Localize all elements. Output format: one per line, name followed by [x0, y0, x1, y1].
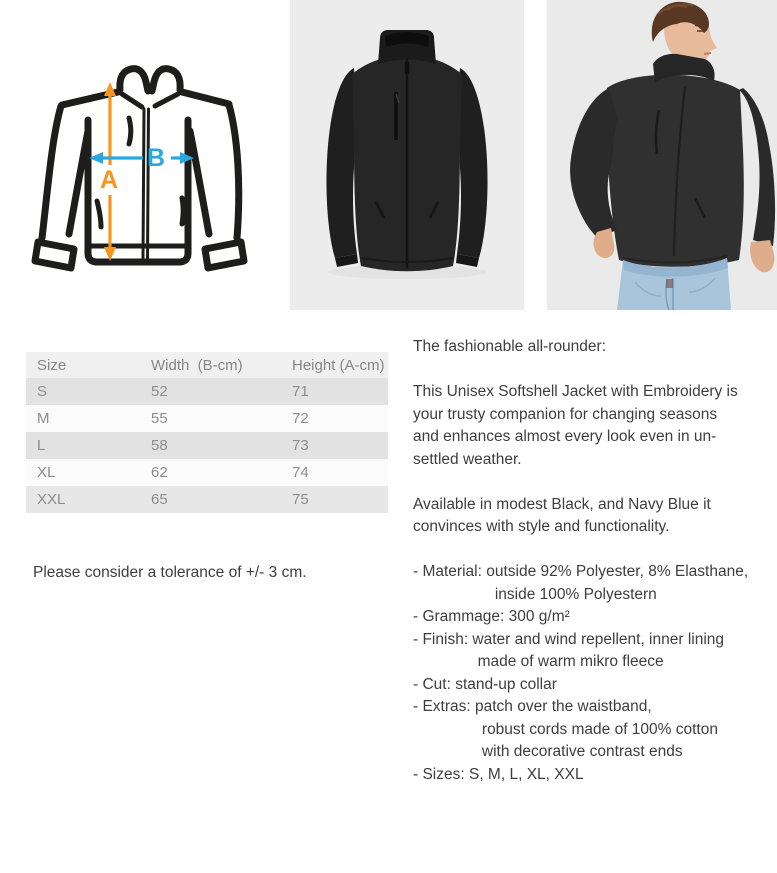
- size-cell: XXL: [37, 491, 66, 508]
- column-header-width: Width (B-cm): [151, 356, 243, 374]
- table-row-xl: [26, 459, 388, 486]
- description-line: inside 100% Polyestern: [413, 585, 657, 603]
- width-cell: 62: [151, 464, 168, 481]
- description-line: - Grammage: 300 g/m²: [413, 608, 570, 625]
- jacket-zipper-lines: [143, 109, 149, 259]
- size-cell: XL: [37, 464, 56, 481]
- size-cell: M: [37, 410, 50, 427]
- jacket-measurement-diagram: [25, 52, 275, 297]
- description-line: settled weather.: [413, 450, 522, 468]
- size-chart-table: [26, 352, 388, 513]
- height-cell: 73: [292, 437, 309, 454]
- description-line: - Extras: patch over the waistband,: [413, 698, 652, 715]
- jacket-outline: [35, 69, 244, 268]
- model-photo: [547, 0, 777, 310]
- size-table-header-row: [26, 352, 388, 378]
- product-photo-front: [290, 0, 524, 310]
- description-line: - Sizes: S, M, L, XL, XXL: [413, 765, 584, 783]
- width-arrow-label: B: [146, 144, 166, 172]
- width-cell: 52: [151, 383, 168, 400]
- table-row-l: [26, 432, 388, 459]
- table-row-s: [26, 378, 388, 405]
- height-cell: 75: [292, 491, 309, 508]
- description-line: - Finish: water and wind repellent, inner lining: [413, 630, 725, 648]
- description-line: robust cords made of 100% cotton: [413, 720, 718, 738]
- height-cell: 74: [292, 464, 309, 481]
- height-cell: 72: [292, 410, 309, 427]
- model-photo-illustration: [547, 0, 777, 310]
- height-arrow: [100, 82, 118, 261]
- description-line: The fashionable all-rounder:: [413, 338, 607, 355]
- size-cell: L: [37, 437, 46, 454]
- width-cell: 55: [151, 410, 168, 427]
- description-line: convinces with style and functionality.: [413, 518, 670, 535]
- description-line: made of warm mikro fleece: [413, 653, 664, 670]
- column-header-size: Size: [37, 356, 67, 374]
- description-line: your trusty companion for changing seasons: [413, 405, 718, 423]
- jacket-outline-drawing: [25, 52, 275, 297]
- width-cell: 65: [151, 491, 168, 508]
- table-row-m: [26, 405, 388, 432]
- description-line: This Unisex Softshell Jacket with Embroidery is: [413, 383, 738, 400]
- height-cell: 71: [292, 383, 309, 400]
- product-description: [413, 336, 777, 786]
- description-line: - Material: outside 92% Polyester, 8% Elasthane,: [413, 563, 749, 580]
- description-line: Available in modest Black, and Navy Blue it: [413, 495, 711, 513]
- size-cell: S: [37, 383, 48, 400]
- table-row-xxl: [26, 486, 388, 513]
- description-line: - Cut: stand-up collar: [413, 675, 557, 693]
- description-line: and enhances almost every look even in un-: [413, 428, 717, 445]
- tolerance-note: Please consider a tolerance of +/- 3 cm.: [33, 564, 307, 581]
- width-cell: 58: [151, 437, 168, 454]
- description-line: with decorative contrast ends: [413, 743, 683, 760]
- height-arrow-label: A: [99, 166, 119, 194]
- description-line: [413, 471, 777, 494]
- product-photo-illustration: [290, 0, 524, 310]
- column-header-height: Height (A-cm): [292, 356, 385, 374]
- description-line: [413, 359, 777, 382]
- description-line: [413, 539, 777, 562]
